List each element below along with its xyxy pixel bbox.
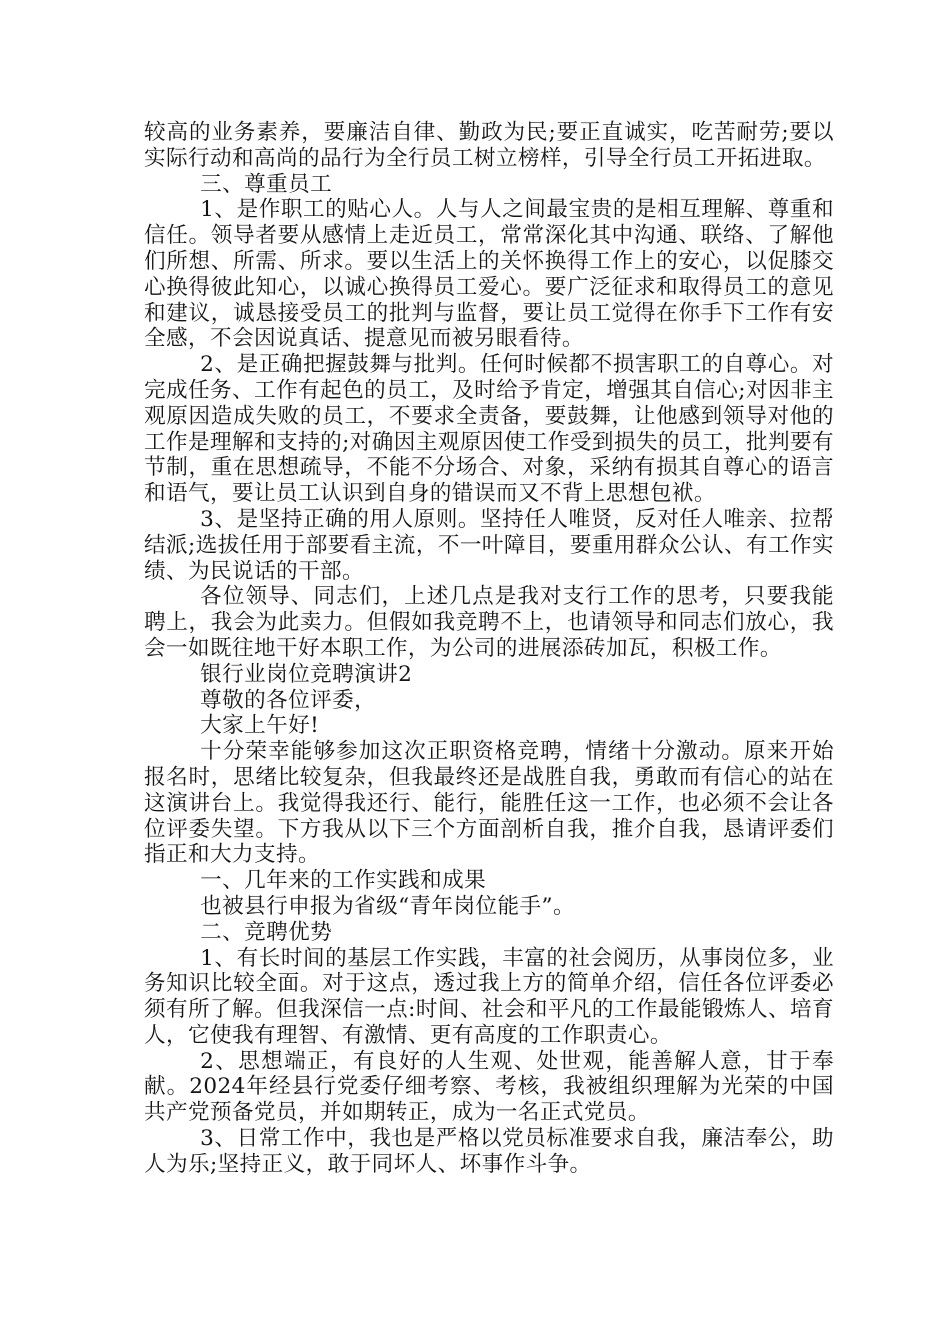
greeting: 大家上午好! xyxy=(200,713,320,739)
paragraph-advantage-2: 2、思想端正，有良好的人生观、处世观，能善解人意，甘于奉献。2024年经县行党委仔细考察、考核，我被组织理解为光荣的中国共产党预备党员，并如期转正，成为一名正式党员。 xyxy=(144,1048,834,1126)
paragraph-intro-continuation: 较高的业务素养，要廉洁自律、勤政为民;要正直诚实，吃苦耐劳;要以实际行动和高尚的品行为全行员工树立榜样，引导全行员工开拓进取。 xyxy=(144,120,834,171)
paragraph-opening: 十分荣幸能够参加这次正职资格竞聘，情绪十分激动。原来开始报名时，思绪比较复杂，但我最终还是战胜自我，勇敢而有信心的站在这演讲台上。我觉得我还行、能行，能胜任这一工作，也必须不会让各位评委失望。下方我从以下三个方面剖析自我，推介自我，恳请评委们指正和大力支持。 xyxy=(144,739,834,868)
paragraph-closing: 各位领导、同志们，上述几点是我对支行工作的思考，只要我能聘上，我会为此卖力。但假如我竞聘不上，也请领导和同志们放心，我会一如既往地干好本职工作，为公司的进展添砖加瓦，积极工作。 xyxy=(144,584,834,661)
section-heading-respect-staff: 三、尊重员工 xyxy=(200,171,333,197)
speech-2-title: 银行业岗位竞聘演讲2 xyxy=(200,661,413,687)
paragraph-advantage-1: 1、有长时间的基层工作实践，丰富的社会阅历，从事岗位多，业务知识比较全面。对于这点，透过我上方的简单介绍，信任各位评委必须有所了解。但我深信一点:时间、社会和平凡的工作最能锻炼人、培育人，它使我有理智、有激情、更有高度的工作职责心。 xyxy=(144,945,834,1048)
document-body xyxy=(144,120,834,1178)
paragraph-award: 也被县行申报为省级“青年岗位能手”。 xyxy=(200,893,575,919)
paragraph-point-1: 1、是作职工的贴心人。人与人之间最宝贵的是相互理解、尊重和信任。领导者要从感情上走近员工，常常深化其中沟通、联络、了解他们所想、所需、所求。要以生活上的关怀换得工作上的安心，以促膝交心换得彼此知心，以诚心换得员工爱心。要广泛征求和取得员工的意见和建议，诚恳接受员工的批判与监督，要让员工觉得在你手下工作有安全感，不会因说真话、提意见而被另眼看待。 xyxy=(144,197,834,352)
paragraph-advantage-3: 3、日常工作中，我也是严格以党员标准要求自我，廉洁奉公，助人为乐;坚持正义，敢于同坏人、坏事作斗争。 xyxy=(144,1126,834,1177)
section-heading-advantages: 二、竞聘优势 xyxy=(200,919,333,945)
paragraph-point-3: 3、是坚持正确的用人原则。坚持任人唯贤，反对任人唯亲、拉帮结派;选拔任用于部要看主流，不一叶障目，要重用群众公认、有工作实绩、为民说话的干部。 xyxy=(144,506,834,584)
section-heading-practice: 一、几年来的工作实践和成果 xyxy=(200,868,487,894)
salutation: 尊敬的各位评委， xyxy=(200,687,377,713)
paragraph-point-2: 2、是正确把握鼓舞与批判。任何时候都不损害职工的自尊心。对完成任务、工作有起色的员工，及时给予肯定，增强其自信心;对因非主观原因造成失败的员工，不要求全责备，要鼓舞，让他感到领导对他的工作是理解和支持的;对确因主观原因使工作受到损失的员工，批判要有节制，重在思想疏导，不能不分场合、对象，采纳有损其自尊心的语言和语气，要让员工认识到自身的错误而又不背上思想包袱。 xyxy=(144,352,834,507)
